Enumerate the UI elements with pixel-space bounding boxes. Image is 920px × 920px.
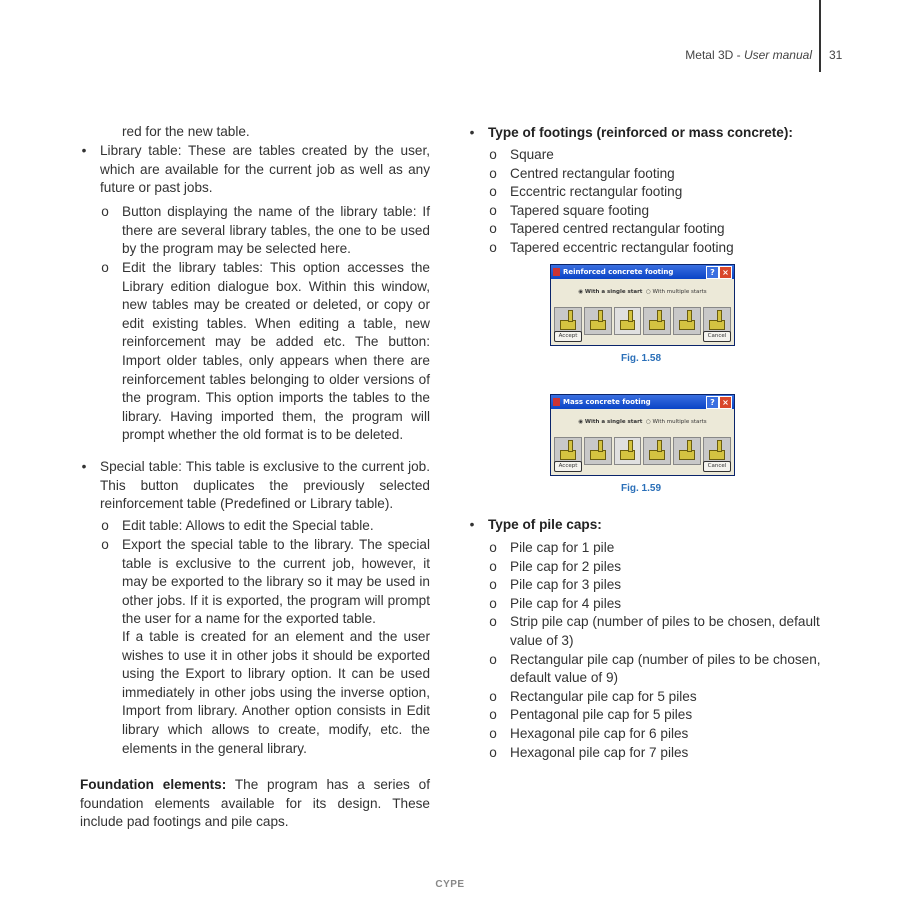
sub-bullet: o [489,165,497,181]
library-sub-2: Edit the library tables: This option accesses the Library edition dialogue box. Within this window, new tables may be created or deleted, or copy or edit existing tables. When editing a table, new reinforcement may be added etc. The button: Import older tables, only appears when there are reinforcement tables belonging to older versions of the program. This option imports the tables to the library. Having imported them, the program will prompt whether the old format is to be deleted. [122,260,430,443]
sub-bullet: o [489,651,497,667]
dialog-title: Mass concrete footing [563,398,651,406]
bullet: • [469,517,475,532]
sub-bullet: o [489,202,497,218]
app-icon [553,398,560,406]
sub-bullet: o [101,518,109,533]
footing-eccentric-rect[interactable] [614,437,642,465]
foundation-text: The program has a series of foundation elements available for its design. These include pad footings and pile caps. [80,777,430,830]
dialog-titlebar [551,265,734,279]
sub-bullet: o [489,688,497,704]
special-note: If a table is created for an element and the user wishes to use it in other jobs it should be exported using the Export to library option. It can be used immediately in other jobs using the inverse option, Import from library. Another option consists in Edit library which allows to create, modify, etc. the elements in the general library. [122,629,430,756]
close-button[interactable]: × [719,396,732,409]
intro-text: red for the new table. [122,124,250,139]
start-options [551,413,734,432]
list-item: Hexagonal pile cap for 7 piles [510,744,689,760]
accept-button[interactable]: Accept [554,331,582,342]
special-table-text: Special table: This table is exclusive to the current job. This button duplicates the previously selected reinforcement table (Predefined or Library table). [100,459,430,512]
list-item: Strip pile cap (number of piles to be chosen, default value of 3) [510,614,820,648]
pilecaps-title: Type of pile caps: [488,517,602,532]
list-item: Square [510,147,554,162]
footings-title: Type of footings (reinforced or mass concrete): [488,125,793,140]
figure-caption: Fig. 1.58 [621,353,662,364]
sub-bullet: o [489,726,497,741]
sub-bullet: o [489,147,497,162]
list-item: Rectangular pile cap for 5 piles [510,688,697,704]
list-item: Pile cap for 4 piles [510,595,622,611]
special-sub-1: Edit table: Allows to edit the Special table. [122,518,374,533]
bullet: • [469,125,475,140]
header-divider [819,0,821,72]
list-item: Tapered eccentric rectangular footing [510,240,734,255]
sub-bullet: o [101,537,109,552]
sub-bullet: o [489,744,497,760]
header-title [685,46,812,65]
help-button[interactable]: ? [706,396,719,409]
sub-bullet: o [489,577,497,593]
bullet: • [81,143,87,158]
list-item: Hexagonal pile cap for 6 piles [510,726,689,741]
sub-bullet: o [101,204,109,219]
radio-single-start[interactable]: ◉ With a single start [578,419,643,425]
footing-tapered-square[interactable] [643,437,671,465]
sub-bullet: o [489,240,497,255]
list-item: Eccentric rectangular footing [510,184,683,200]
radio-multiple-starts[interactable]: ○ With multiple starts [645,289,707,295]
app-icon [553,268,560,276]
dialog-title: Reinforced concrete footing [563,268,674,276]
sub-bullet: o [489,595,497,611]
cancel-button[interactable]: Cancel [703,331,731,342]
footer-brand: CYPE [435,879,465,890]
footing-tapered-centred[interactable] [673,437,701,465]
help-button[interactable]: ? [706,266,719,279]
footing-eccentric-rect[interactable] [614,307,642,335]
library-table-text: Library table: These are tables created by the user, which are available for the current job as well as any future or past jobs. [100,143,430,196]
list-item: Tapered centred rectangular footing [510,221,725,237]
list-item: Pile cap for 2 piles [510,558,622,574]
list-item: Pile cap for 1 pile [510,540,615,555]
list-item: Pentagonal pile cap for 5 piles [510,707,693,723]
footing-centred-rect[interactable] [584,437,612,465]
list-item: Pile cap for 3 piles [510,577,622,593]
bullet: • [81,459,87,474]
sub-bullet: o [101,260,109,275]
start-options [551,283,734,302]
special-sub-2: Export the special table to the library. The special table is exclusive to the current job, however, it may be exported to the library so it may be used in other jobs. If it is exported, the program will prompt the user for a name for the exported table. [122,537,430,627]
radio-single-start[interactable]: ◉ With a single start [578,289,643,295]
list-item: Rectangular pile cap (number of piles to be chosen, default value of 9) [510,651,821,686]
cancel-button[interactable]: Cancel [703,461,731,472]
list-item: Centred rectangular footing [510,165,675,181]
foundation-paragraph [80,776,430,832]
list-item: Tapered square footing [510,202,650,218]
figure-caption: Fig. 1.59 [621,483,662,494]
sub-bullet: o [489,221,497,237]
product-name: Metal 3D - [685,48,744,62]
sub-bullet: o [489,540,497,555]
manual-name: User manual [743,48,812,62]
radio-multiple-starts[interactable]: ○ With multiple starts [645,419,707,425]
sub-bullet: o [489,707,497,723]
close-button[interactable]: × [719,266,732,279]
sub-bullet: o [489,614,497,630]
accept-button[interactable]: Accept [554,461,582,472]
footing-tapered-square[interactable] [643,307,671,335]
library-sub-1: Button displaying the name of the library table: If there are several library tables, the one to be used by the program may be selected here. [122,204,430,257]
reinforced-footing-dialog [550,264,735,346]
sub-bullet: o [489,184,497,200]
dialog-titlebar [551,395,734,409]
footing-tapered-centred[interactable] [673,307,701,335]
page-number: 31 [829,48,843,62]
foundation-heading: Foundation elements: [80,777,227,792]
footing-centred-rect[interactable] [584,307,612,335]
sub-bullet: o [489,558,497,574]
mass-footing-dialog [550,394,735,476]
